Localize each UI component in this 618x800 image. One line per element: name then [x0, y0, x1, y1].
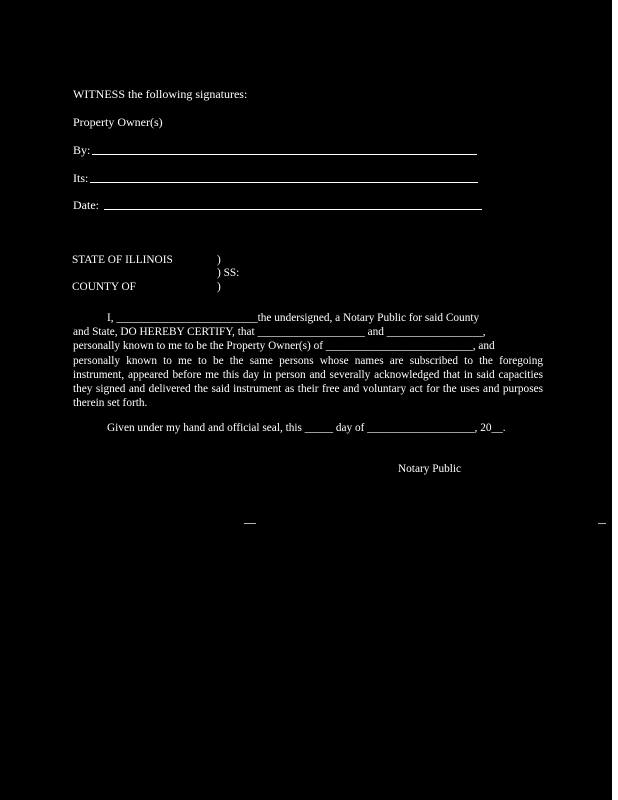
certify-line3-start: personally known to me to be the Property Owner(s) of — [73, 340, 326, 353]
by-signature-line — [92, 154, 477, 155]
year-blank: __ — [491, 422, 503, 434]
property-blank: __________________________ — [325, 340, 473, 353]
notary-public-label: Notary Public — [398, 463, 462, 475]
certify-line2-and: and — [364, 326, 387, 339]
certify-line3-end: , and — [472, 340, 495, 353]
scan-mark-right — [598, 523, 606, 524]
page-edge — [612, 0, 618, 800]
ss-label: ) SS: — [217, 267, 240, 279]
certify-line1-start: I, — [107, 312, 117, 324]
its-signature-line — [90, 182, 478, 183]
given-under-hand-line — [107, 421, 506, 435]
given-end: . — [502, 422, 506, 434]
property-owner-label: Property Owner(s) — [73, 115, 163, 129]
first-person-blank: ___________________ — [257, 326, 365, 339]
month-blank: ___________________ — [367, 422, 475, 434]
venue-paren-bottom: ) — [217, 281, 221, 293]
certify-line2-end: , — [482, 326, 486, 339]
given-day-of: day of — [333, 422, 368, 434]
venue-paren-top: ) — [217, 254, 221, 266]
witness-heading: WITNESS the following signatures: — [73, 87, 248, 101]
given-start: Given under my hand and official seal, this — [107, 422, 305, 434]
given-year-prefix: , 20 — [474, 422, 492, 434]
its-label: Its: — [73, 171, 89, 185]
certify-line-1 — [73, 311, 543, 325]
certify-line-3 — [73, 339, 543, 353]
notary-certification-paragraph — [73, 311, 543, 410]
second-person-blank: _________________ — [386, 326, 483, 339]
certify-line1-end: the undersigned, a Notary Public for said County — [257, 312, 480, 324]
by-label: By: — [73, 143, 91, 157]
certify-line2-start: and State, DO HEREBY CERTIFY, that — [73, 326, 258, 339]
notary-name-blank: _________________________ — [116, 312, 258, 324]
scan-mark-left — [244, 523, 256, 524]
date-label: Date: — [73, 198, 99, 212]
certify-line-2 — [73, 325, 543, 339]
date-signature-line — [104, 209, 482, 210]
certify-rest: personally known to me to be the same persons whose names are subscribed to the foregoing instrument, appeared before me this day in person and severally acknowledged that in said capacities they signed and delivered the said instrument as their free and voluntary act for the uses and purposes therein set forth. — [73, 354, 543, 410]
day-blank: _____ — [304, 422, 334, 434]
county-label: COUNTY OF — [72, 281, 136, 293]
state-label: STATE OF ILLINOIS — [72, 254, 173, 266]
